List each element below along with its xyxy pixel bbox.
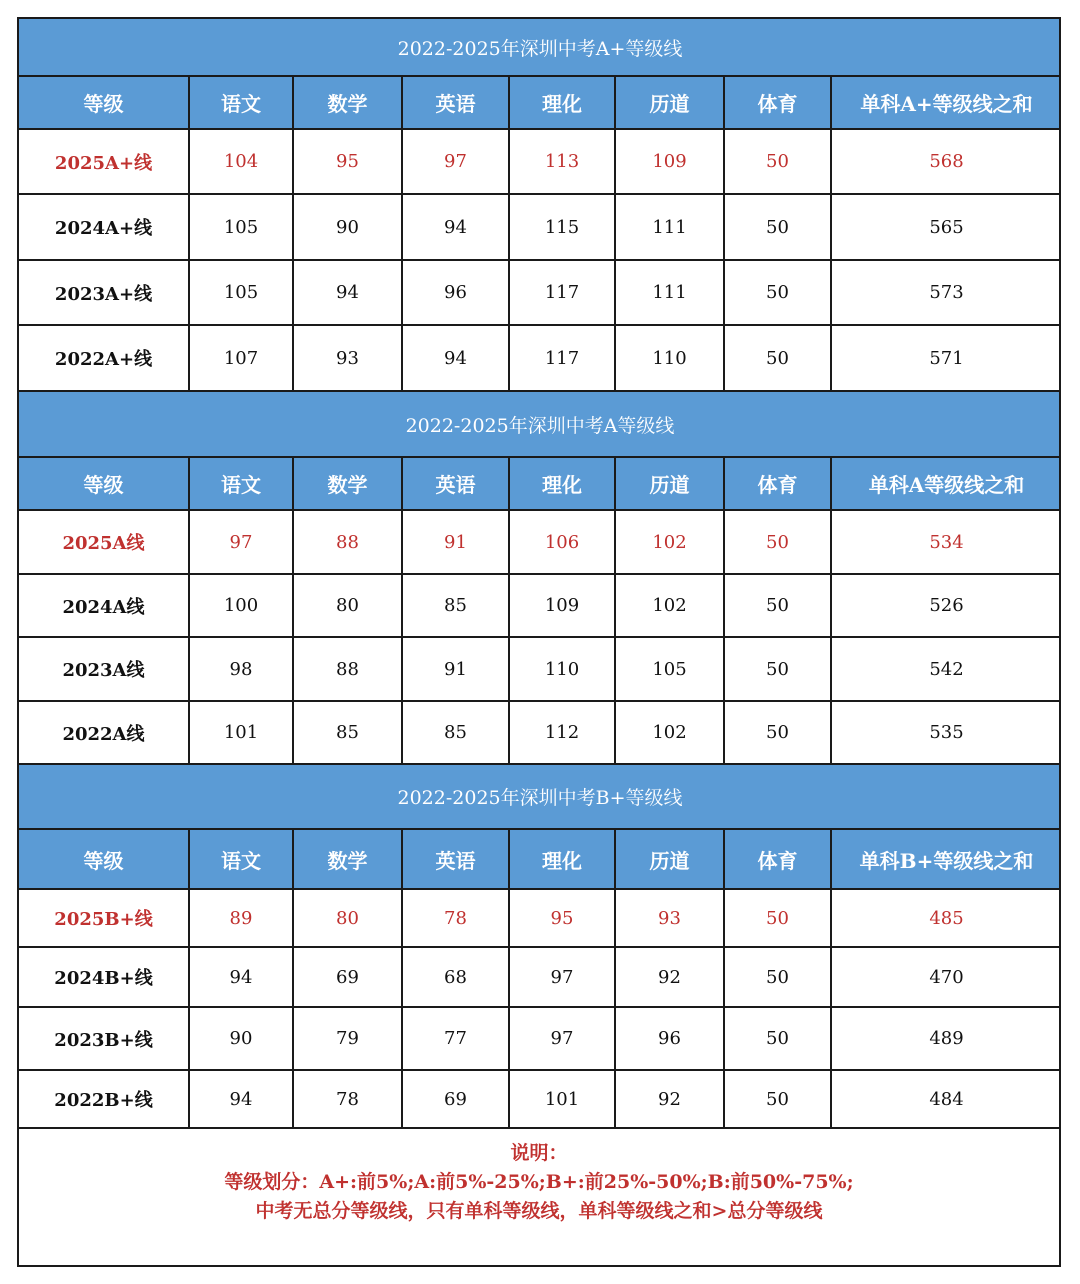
score-cell: 78: [293, 1070, 402, 1128]
score-cell: 484: [831, 1070, 1061, 1128]
table-row: [18, 947, 1061, 1007]
score-cell: 77: [402, 1007, 509, 1070]
table-row: [18, 325, 1061, 391]
column-header: 历道: [615, 76, 724, 129]
score-cell: 568: [831, 129, 1061, 194]
grade-line-label: 2024A+线: [18, 194, 189, 260]
grade-line-label: 2022A线: [18, 701, 189, 764]
score-cell: 573: [831, 260, 1061, 325]
score-cell: 113: [509, 129, 615, 194]
score-cell: 117: [509, 325, 615, 391]
score-cell: 101: [509, 1070, 615, 1128]
score-cell: 85: [293, 701, 402, 764]
column-header: 历道: [615, 829, 724, 889]
table-row: [18, 260, 1061, 325]
score-cell: 489: [831, 1007, 1061, 1070]
section-title: 2022-2025年深圳中考B+等级线: [18, 764, 1061, 829]
score-cell: 571: [831, 325, 1061, 391]
grade-line-label: 2023A+线: [18, 260, 189, 325]
score-cell: 50: [724, 1070, 831, 1128]
score-cell: 565: [831, 194, 1061, 260]
column-header: 等级: [18, 76, 189, 129]
score-cell: 95: [293, 129, 402, 194]
score-cell: 50: [724, 889, 831, 947]
column-header-row: [18, 457, 1061, 510]
score-cell: 104: [189, 129, 293, 194]
column-header: 等级: [18, 829, 189, 889]
score-cell: 94: [189, 1070, 293, 1128]
score-cell: 90: [293, 194, 402, 260]
score-cell: 97: [509, 1007, 615, 1070]
table-row: [18, 1007, 1061, 1070]
column-header: 理化: [509, 457, 615, 510]
table-row: [18, 194, 1061, 260]
notes-section: [19, 1139, 1059, 1226]
score-cell: 69: [402, 1070, 509, 1128]
score-cell: 102: [615, 701, 724, 764]
score-cell: 94: [402, 325, 509, 391]
table-row: [18, 129, 1061, 194]
score-cell: 94: [189, 947, 293, 1007]
score-cell: 535: [831, 701, 1061, 764]
column-header: 体育: [724, 829, 831, 889]
score-cell: 102: [615, 510, 724, 574]
grade-line-sheet: [17, 17, 1061, 1267]
table-row: [18, 889, 1061, 947]
score-cell: 109: [509, 574, 615, 637]
score-cell: 470: [831, 947, 1061, 1007]
column-header: 体育: [724, 76, 831, 129]
score-cell: 50: [724, 1007, 831, 1070]
score-cell: 80: [293, 889, 402, 947]
score-cell: 85: [402, 701, 509, 764]
score-cell: 94: [293, 260, 402, 325]
column-header: 数学: [293, 76, 402, 129]
score-cell: 111: [615, 194, 724, 260]
section-title-row: [18, 764, 1061, 829]
section-title-row: [18, 18, 1061, 76]
score-cell: 68: [402, 947, 509, 1007]
score-cell: 69: [293, 947, 402, 1007]
score-cell: 98: [189, 637, 293, 701]
score-cell: 110: [509, 637, 615, 701]
table-row: [18, 574, 1061, 637]
table-row: [18, 510, 1061, 574]
column-header-row: [18, 76, 1061, 129]
score-cell: 50: [724, 325, 831, 391]
score-cell: 50: [724, 510, 831, 574]
score-cell: 526: [831, 574, 1061, 637]
score-cell: 88: [293, 510, 402, 574]
score-cell: 50: [724, 260, 831, 325]
score-cell: 110: [615, 325, 724, 391]
score-cell: 111: [615, 260, 724, 325]
score-cell: 79: [293, 1007, 402, 1070]
column-header: 语文: [189, 457, 293, 510]
column-header-row: [18, 829, 1061, 889]
score-cell: 92: [615, 947, 724, 1007]
score-cell: 97: [402, 129, 509, 194]
score-cell: 485: [831, 889, 1061, 947]
score-cell: 109: [615, 129, 724, 194]
score-cell: 97: [509, 947, 615, 1007]
table-row: [18, 637, 1061, 701]
column-header: 英语: [402, 457, 509, 510]
score-cell: 102: [615, 574, 724, 637]
score-cell: 89: [189, 889, 293, 947]
score-cell: 105: [615, 637, 724, 701]
column-header: 理化: [509, 76, 615, 129]
column-header: 体育: [724, 457, 831, 510]
column-header: 英语: [402, 76, 509, 129]
score-cell: 88: [293, 637, 402, 701]
notes-line-2: 中考无总分等级线，只有单科等级线，单科等级线之和>总分等级线: [255, 1200, 823, 1222]
score-cell: 542: [831, 637, 1061, 701]
score-cell: 93: [293, 325, 402, 391]
table-row: [18, 701, 1061, 764]
score-cell: 105: [189, 194, 293, 260]
score-cell: 117: [509, 260, 615, 325]
score-cell: 91: [402, 510, 509, 574]
column-header: 单科B+等级线之和: [831, 829, 1061, 889]
score-cell: 106: [509, 510, 615, 574]
notes-line-1: 等级划分：A+:前5%;A:前5%-25%;B+:前25%-50%;B:前50%-75%;: [224, 1171, 854, 1193]
score-cell: 50: [724, 194, 831, 260]
column-header: 单科A等级线之和: [831, 457, 1061, 510]
grade-line-table: [17, 17, 1061, 1129]
grade-line-label: 2022B+线: [18, 1070, 189, 1128]
column-header: 理化: [509, 829, 615, 889]
column-header: 语文: [189, 829, 293, 889]
score-cell: 105: [189, 260, 293, 325]
section-title-row: [18, 391, 1061, 457]
score-cell: 80: [293, 574, 402, 637]
score-cell: 94: [402, 194, 509, 260]
score-cell: 107: [189, 325, 293, 391]
score-cell: 50: [724, 637, 831, 701]
score-cell: 101: [189, 701, 293, 764]
column-header: 等级: [18, 457, 189, 510]
column-header: 语文: [189, 76, 293, 129]
grade-line-label: 2023A线: [18, 637, 189, 701]
score-cell: 50: [724, 947, 831, 1007]
score-cell: 92: [615, 1070, 724, 1128]
score-cell: 100: [189, 574, 293, 637]
score-cell: 112: [509, 701, 615, 764]
score-cell: 534: [831, 510, 1061, 574]
score-cell: 50: [724, 129, 831, 194]
column-header: 数学: [293, 457, 402, 510]
score-cell: 50: [724, 574, 831, 637]
column-header: 英语: [402, 829, 509, 889]
section-title: 2022-2025年深圳中考A+等级线: [18, 18, 1061, 76]
score-cell: 96: [402, 260, 509, 325]
score-cell: 95: [509, 889, 615, 947]
score-cell: 90: [189, 1007, 293, 1070]
score-cell: 85: [402, 574, 509, 637]
grade-line-label: 2025A+线: [18, 129, 189, 194]
score-cell: 50: [724, 701, 831, 764]
grade-line-label: 2025B+线: [18, 889, 189, 947]
grade-line-label: 2025A线: [18, 510, 189, 574]
grade-line-label: 2024A线: [18, 574, 189, 637]
score-cell: 96: [615, 1007, 724, 1070]
score-cell: 97: [189, 510, 293, 574]
column-header: 历道: [615, 457, 724, 510]
grade-line-label: 2023B+线: [18, 1007, 189, 1070]
notes-title: 说明：: [510, 1142, 568, 1164]
score-cell: 78: [402, 889, 509, 947]
score-cell: 93: [615, 889, 724, 947]
score-cell: 115: [509, 194, 615, 260]
column-header: 单科A+等级线之和: [831, 76, 1061, 129]
grade-line-label: 2022A+线: [18, 325, 189, 391]
table-row: [18, 1070, 1061, 1128]
column-header: 数学: [293, 829, 402, 889]
section-title: 2022-2025年深圳中考A等级线: [18, 391, 1061, 457]
grade-line-label: 2024B+线: [18, 947, 189, 1007]
score-cell: 91: [402, 637, 509, 701]
